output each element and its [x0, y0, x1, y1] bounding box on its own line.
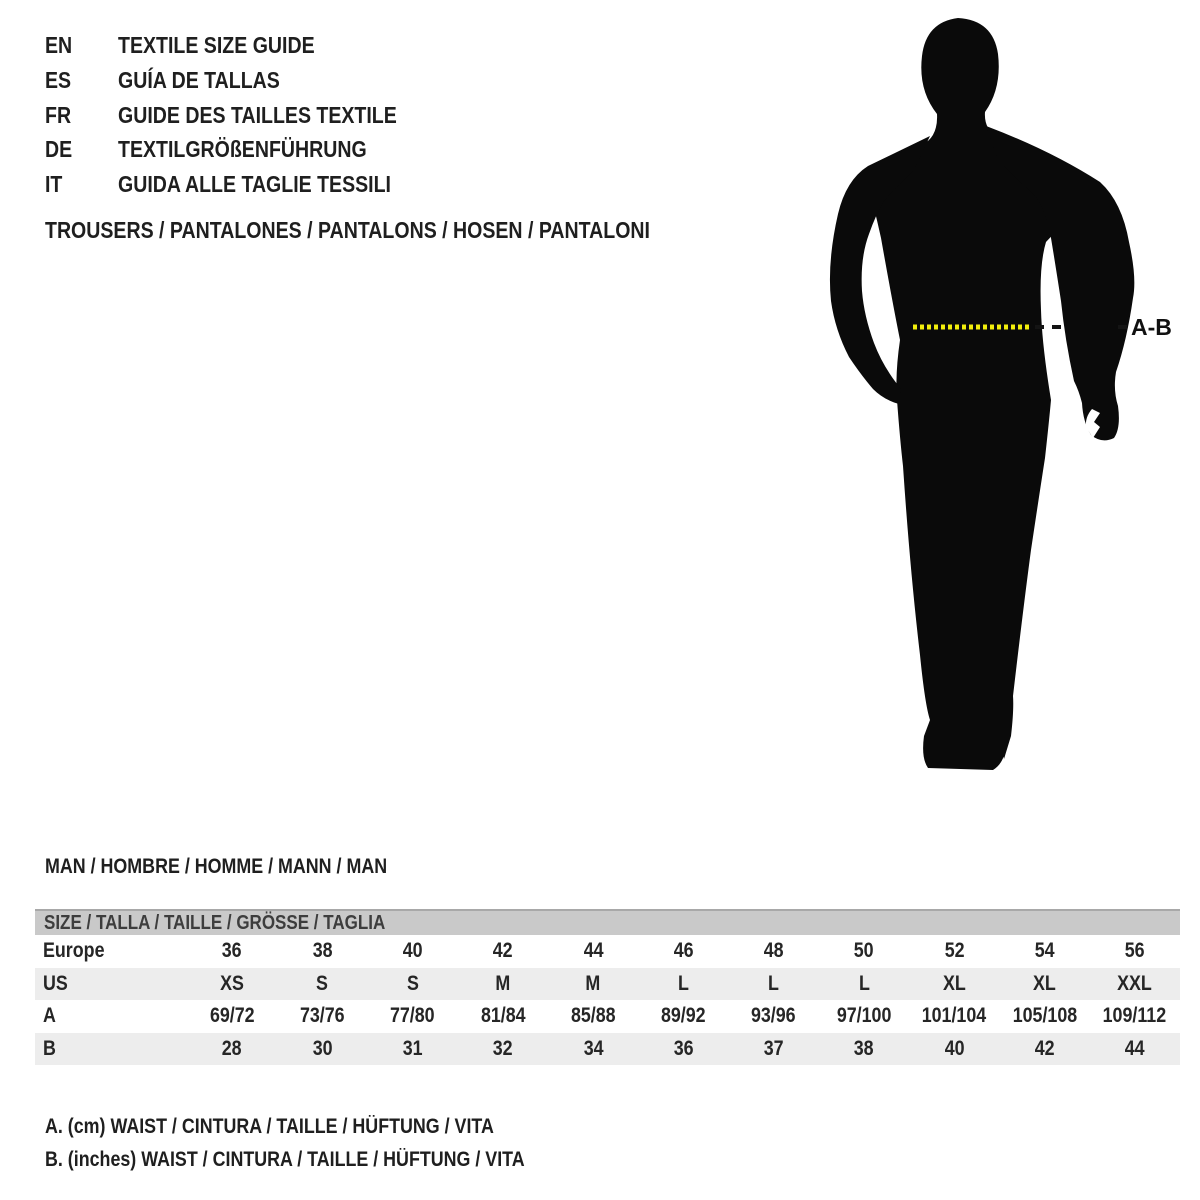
cell: 36: [222, 939, 243, 963]
cell: 31: [402, 1036, 423, 1060]
cell: S: [406, 971, 419, 995]
row-label: Europe: [43, 939, 105, 963]
footnote-b: B. (inches) WAIST / CINTURA / TAILLE / HÜFTUNG / VITA: [45, 1148, 525, 1171]
lang-row: [45, 28, 446, 63]
size-table: [35, 909, 1180, 1065]
cell: 30: [312, 1036, 333, 1060]
cell: 69/72: [209, 1004, 255, 1028]
lang-code-de: DE: [45, 136, 73, 163]
lang-code-es: ES: [45, 66, 72, 93]
cell: 48: [763, 939, 784, 963]
cell: L: [768, 971, 780, 995]
cell: 73/76: [300, 1004, 345, 1028]
lang-title-en: TEXTILE SIZE GUIDE: [118, 32, 315, 58]
language-guide-block: [45, 28, 446, 202]
lang-row: [45, 167, 446, 202]
cell: 56: [1124, 939, 1145, 963]
cell: XS: [220, 971, 245, 995]
cell: 50: [854, 939, 874, 963]
man-silhouette: [780, 10, 1180, 790]
footnote-a: A. (cm) WAIST / CINTURA / TAILLE / HÜFTUNG / VITA: [45, 1115, 494, 1138]
cell: 46: [673, 939, 694, 963]
cell: M: [495, 971, 511, 995]
cell: XL: [1033, 971, 1056, 995]
size-table-row-us: [35, 968, 1180, 1001]
lang-title-fr: GUIDE DES TAILLES TEXTILE: [118, 101, 397, 128]
cell: L: [678, 971, 689, 995]
cell: S: [316, 971, 329, 995]
cell: 37: [763, 1036, 784, 1060]
cell: 42: [493, 939, 513, 963]
cell: 101/104: [921, 1004, 987, 1028]
cell: 93/96: [751, 1004, 797, 1028]
cell: 89/92: [661, 1004, 706, 1028]
cell: 77/80: [390, 1004, 435, 1028]
cell: 34: [583, 1036, 604, 1060]
row-label: US: [43, 971, 68, 995]
cell: 38: [312, 939, 333, 963]
cell: XXL: [1117, 971, 1153, 995]
category-title: TROUSERS / PANTALONES / PANTALONS / HOSEN / PANTALONI: [45, 217, 650, 243]
lang-code-en: EN: [45, 32, 73, 58]
cell: 38: [854, 1036, 874, 1060]
cell: 52: [944, 939, 965, 963]
row-label: B: [43, 1036, 56, 1060]
cell: M: [585, 971, 601, 995]
size-table-row-a-cm: [35, 1000, 1180, 1033]
cell: 40: [944, 1036, 965, 1060]
lang-title-de: TEXTILGRÖßENFÜHRUNG: [118, 136, 367, 163]
lang-title-es: GUÍA DE TALLAS: [118, 66, 280, 93]
section-title-man: MAN / HOMBRE / HOMME / MANN / MAN: [45, 855, 388, 878]
row-label: A: [43, 1004, 56, 1028]
measure-label: A-B: [1131, 314, 1172, 340]
cell: 40: [402, 939, 423, 963]
cell: 97/100: [836, 1004, 892, 1028]
footnotes: [45, 1110, 609, 1176]
lang-row: [45, 63, 446, 98]
cell: 44: [1124, 1036, 1145, 1060]
cell: 81/84: [480, 1004, 526, 1028]
size-table-row-b-inches: [35, 1033, 1180, 1066]
cell: 44: [583, 939, 604, 963]
cell: 32: [493, 1036, 513, 1060]
cell: 36: [673, 1036, 694, 1060]
cell: 109/112: [1103, 1004, 1167, 1028]
lang-code-fr: FR: [45, 101, 72, 128]
man-silhouette-figure: [780, 10, 1180, 790]
cell: XL: [942, 971, 966, 995]
cell: 28: [222, 1036, 243, 1060]
cell: 105/108: [1012, 1004, 1077, 1028]
cell: L: [858, 971, 870, 995]
cell: 85/88: [570, 1004, 616, 1028]
cell: 42: [1034, 1036, 1055, 1060]
lang-title-it: GUIDA ALLE TAGLIE TESSILI: [118, 171, 391, 198]
lang-row: [45, 132, 446, 167]
lang-code-it: IT: [45, 171, 63, 198]
cell: 54: [1034, 939, 1055, 963]
size-table-row-europe: [35, 935, 1180, 968]
lang-row: [45, 98, 446, 133]
size-table-header: SIZE / TALLA / TAILLE / GRÖSSE / TAGLIA: [35, 909, 1180, 935]
